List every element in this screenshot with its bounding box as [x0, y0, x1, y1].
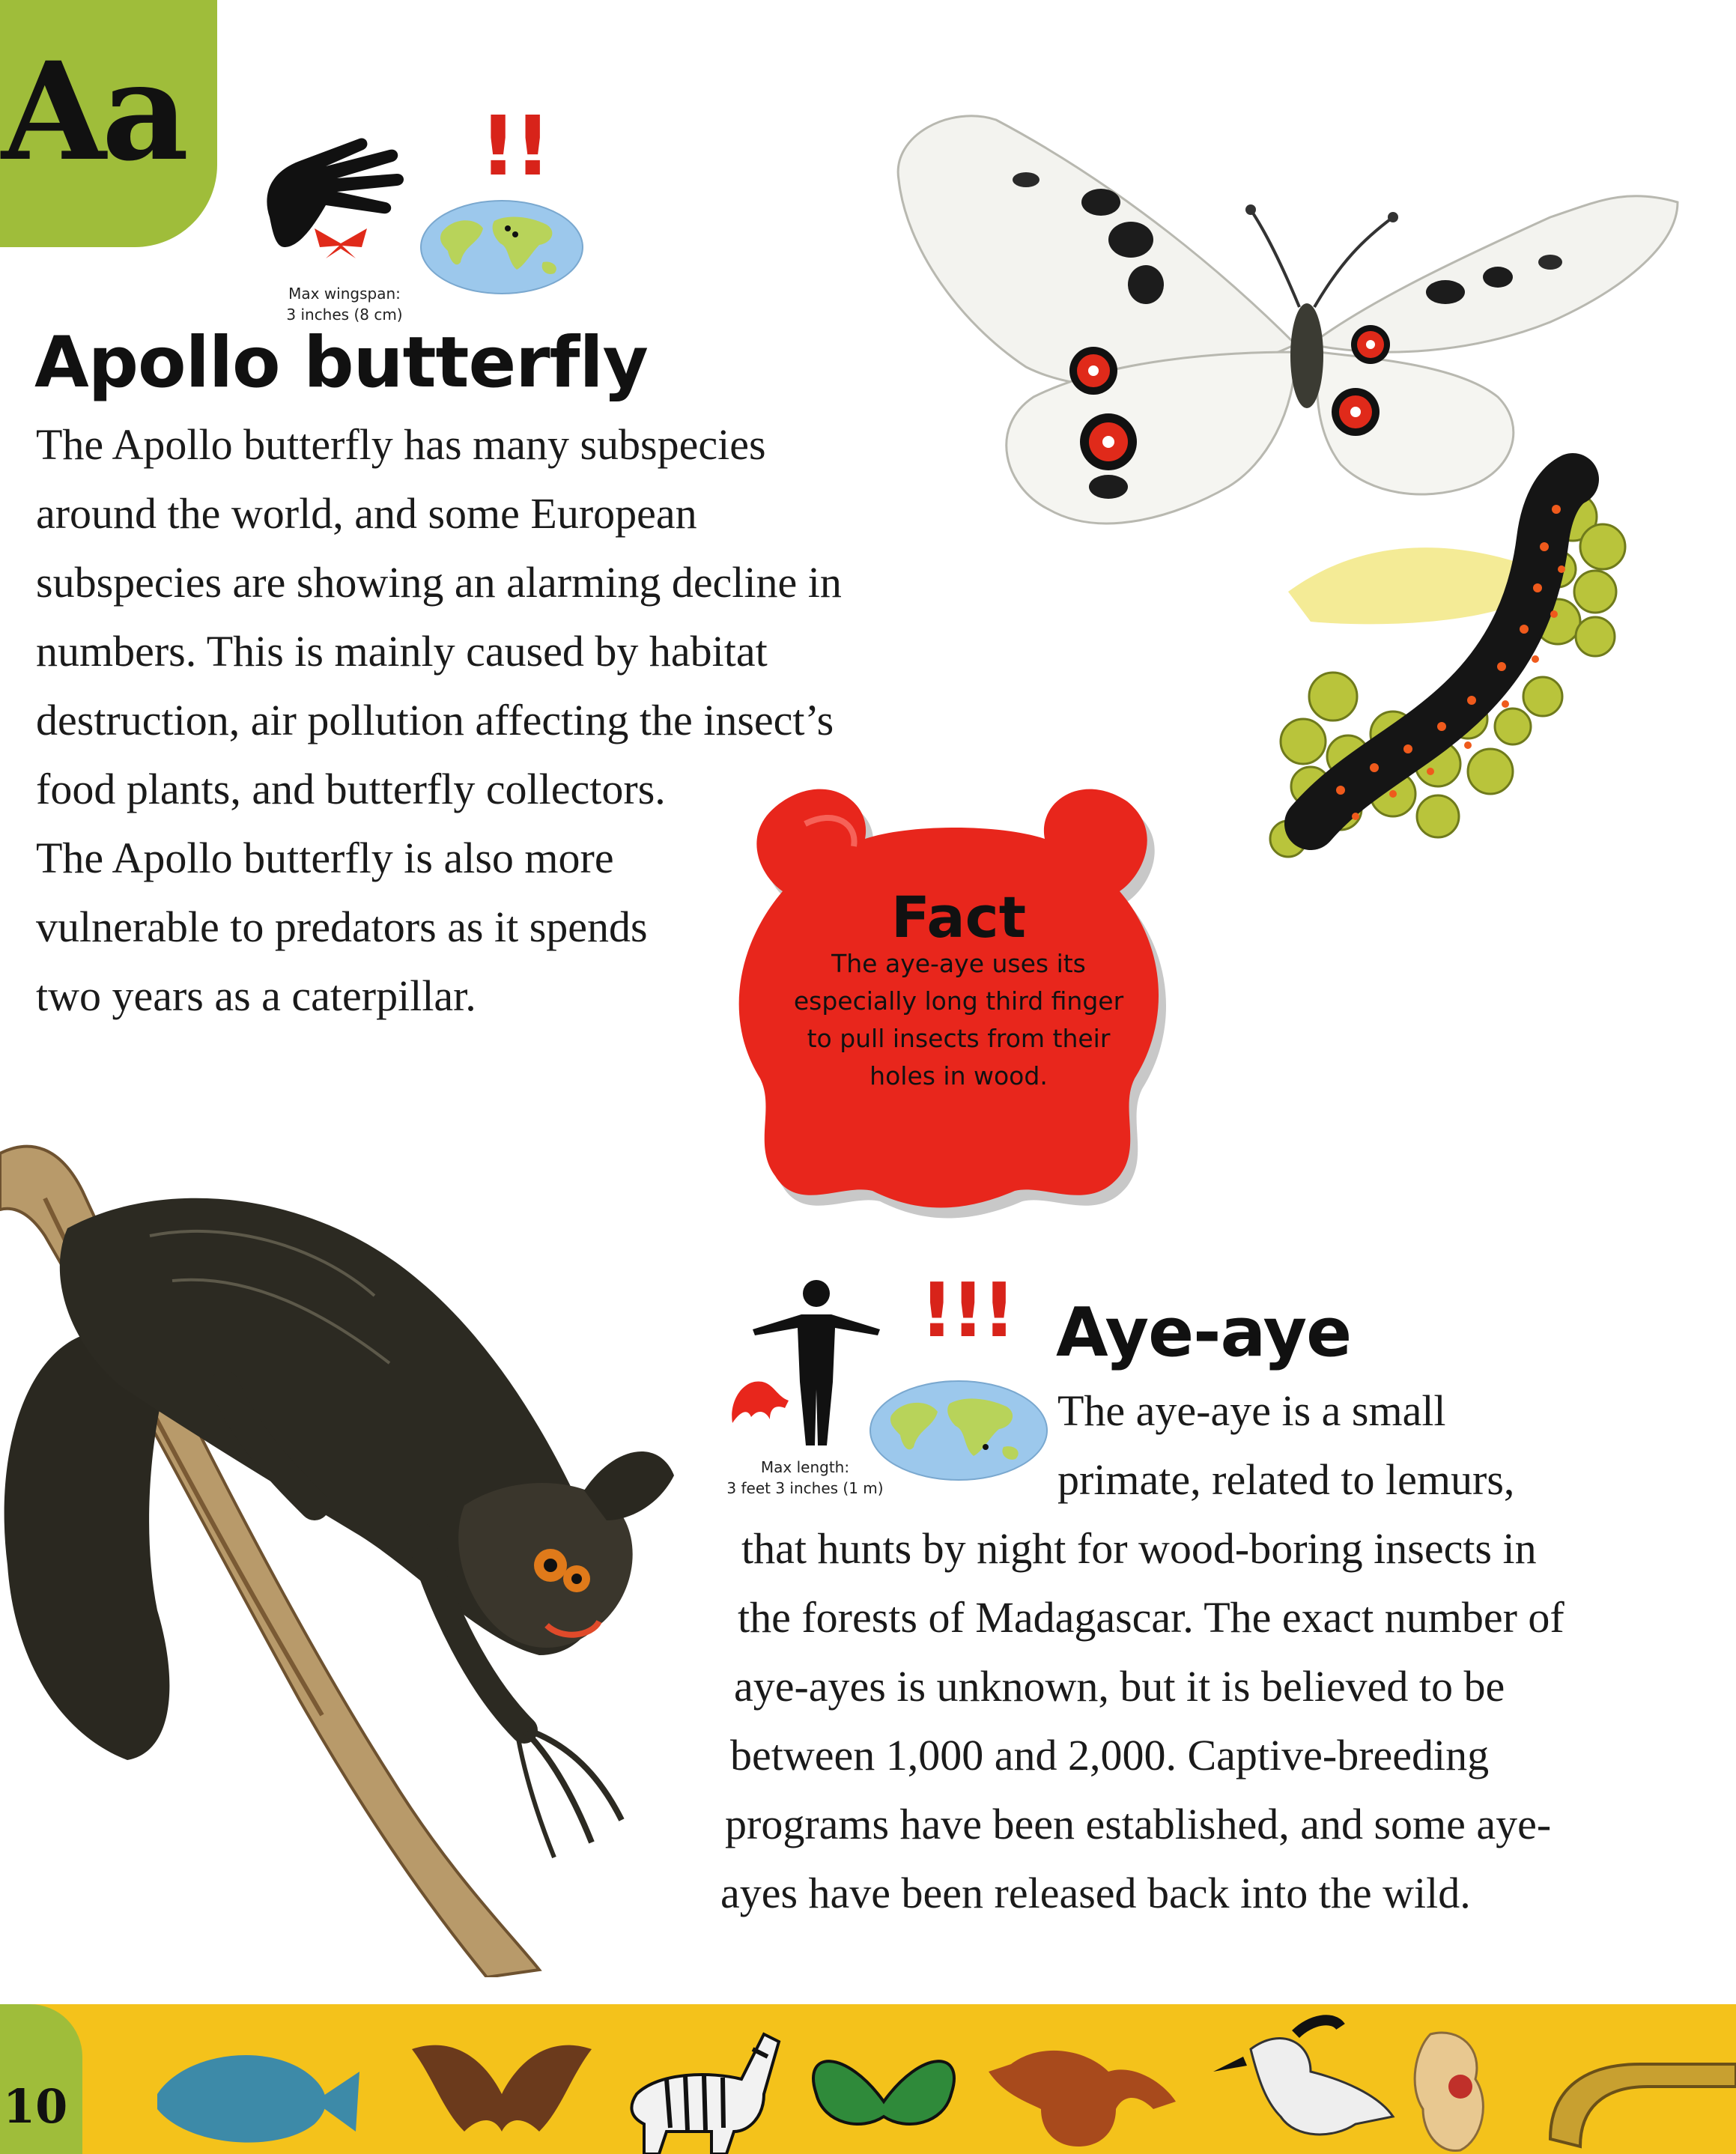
text-line: between 1,000 and 2,000. Captive-breeding	[730, 1731, 1490, 1780]
aye-aye-title: Aye-aye	[1056, 1293, 1352, 1372]
text-line: primate, related to lemurs,	[1057, 1455, 1515, 1504]
danger-rating-marks: !!	[479, 98, 549, 194]
text-line: The Apollo butterfly is also more	[36, 834, 614, 882]
bat-icon	[412, 2045, 592, 2132]
size-value: 3 feet 3 inches (1 m)	[726, 1479, 884, 1497]
page-number: 10	[3, 2079, 68, 2134]
size-label: Max wingspan:	[288, 285, 401, 303]
danger-rating-marks: !!!	[920, 1266, 1013, 1354]
butterfly-icon	[813, 2061, 954, 2124]
apollo-title: Apollo butterfly	[34, 322, 648, 404]
text-line: numbers. This is mainly caused by habitat	[36, 627, 768, 676]
text-line: food plants, and butterfly collectors.	[36, 765, 666, 813]
monkey-icon	[1415, 2033, 1483, 2150]
text-line: vulnerable to predators as it spends	[36, 902, 648, 951]
orangutan-icon	[989, 2051, 1176, 2147]
size-value: 3 inches (8 cm)	[286, 306, 403, 324]
text-line: The Apollo butterfly has many subspecies	[36, 420, 766, 469]
text-line: the forests of Madagascar. The exact number of	[738, 1593, 1564, 1642]
text-line: subspecies are showing an alarming decline in	[36, 558, 842, 607]
size-label: Max length:	[760, 1458, 850, 1476]
text-line: programs have been established, and some aye-	[725, 1800, 1552, 1848]
text-line: that hunts by night for wood-boring insects in	[741, 1524, 1537, 1573]
text-line: two years as a caterpillar.	[36, 971, 476, 1020]
zebra-icon	[631, 2034, 779, 2154]
text-line: to pull insects from their	[807, 1024, 1111, 1053]
text-line: holes in wood.	[869, 1061, 1048, 1090]
text-line: destruction, air pollution affecting the insect’s	[36, 696, 834, 744]
crocodile-icon	[1550, 2064, 1736, 2147]
text-line: ayes have been released back into the wild.	[720, 1869, 1471, 1917]
bird-icon	[1213, 2020, 1393, 2135]
text-line: aye-ayes is unknown, but it is believed to be	[734, 1662, 1505, 1711]
section-letter: Aa	[1, 33, 185, 191]
footer-animal-illustrations	[142, 2004, 1736, 2154]
text-line: especially long third finger	[793, 986, 1124, 1016]
coelacanth-icon	[157, 2055, 359, 2143]
text-line: around the world, and some European	[36, 489, 697, 538]
text-line: The aye-aye is a small	[1057, 1386, 1446, 1435]
text-line: The aye-aye uses its	[831, 949, 1086, 978]
fact-title: Fact	[890, 884, 1027, 950]
